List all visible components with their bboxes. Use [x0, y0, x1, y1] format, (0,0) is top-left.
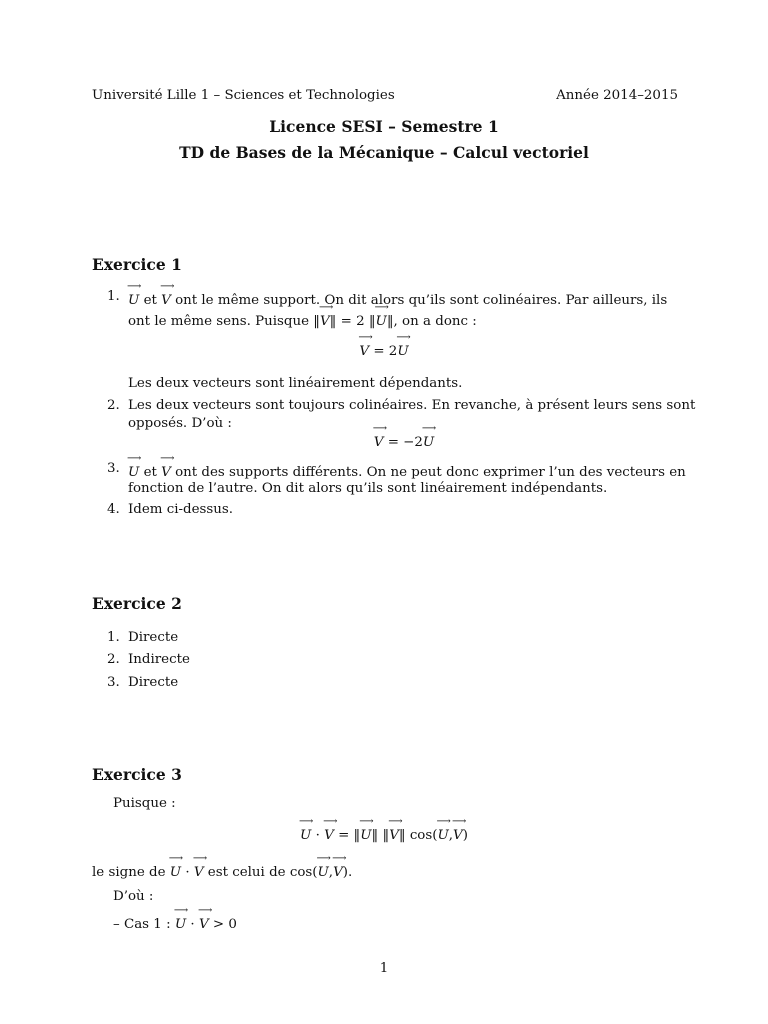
vector-v: ⟶ V — [333, 862, 343, 879]
vector-u: ⟶ U — [128, 290, 139, 307]
ex3-dot-product-equation: ⟶ U · ⟶ V = ‖⟶ U‖ ‖⟶ V‖ cos(⟶ U,⟶ V) — [0, 825, 768, 842]
list-number: 3. — [107, 461, 120, 476]
vector-u: ⟶ U — [397, 341, 408, 358]
vector-u: ⟶ U — [128, 462, 139, 479]
ex1-item-1-line-1: 1. ⟶ U et ⟶ V ont le même support. On dit alors qu’ils sont colinéaires. Par ailleurs, ils — [128, 290, 667, 307]
ex1-item-1-conclusion: Les deux vecteurs sont linéairement dépendants. — [128, 376, 463, 391]
ex2-item-2: 2. Indirecte — [107, 652, 190, 667]
vector-u: ⟶ U — [360, 825, 371, 842]
vector-v: ⟶ V — [374, 432, 384, 449]
title-line-1: Licence SESI – Semestre 1 — [269, 117, 499, 136]
vector-u: ⟶ U — [376, 311, 387, 328]
ex1-item-3-line-2: fonction de l’autre. On dit alors qu’ils sont linéairement indépendants. — [128, 481, 608, 496]
vector-u: ⟶ U — [175, 914, 186, 931]
list-number: 3. — [107, 675, 120, 690]
vector-u: ⟶ U — [170, 862, 181, 879]
ex2-item-1: 1. Directe — [107, 630, 179, 645]
vector-v: ⟶ V — [199, 914, 209, 931]
vector-u: ⟶ U — [423, 432, 434, 449]
vector-v: ⟶ V — [161, 290, 171, 307]
vector-v: ⟶ V — [161, 462, 171, 479]
list-number: 4. — [107, 502, 120, 517]
ex1-item-3-line-1: 3. ⟶ U et ⟶ V ont des supports différents. On ne peut donc exprimer l’un des vecteurs en — [128, 462, 686, 479]
vector-v: ⟶ V — [320, 311, 330, 328]
vector-v: ⟶ V — [324, 825, 334, 842]
header-year: Année 2014–2015 — [556, 88, 678, 103]
vector-u: ⟶ U — [437, 825, 448, 842]
exercise-1-heading: Exercice 1 — [92, 255, 182, 274]
page-number: 1 — [379, 961, 389, 976]
ex1-equation-2: ⟶ V = −2⟶ U — [20, 432, 768, 449]
vector-v: ⟶ V — [194, 862, 204, 879]
exercise-3-heading: Exercice 3 — [92, 765, 182, 784]
header-institution: Université Lille 1 – Sciences et Technologies — [92, 88, 395, 103]
vector-v: ⟶ V — [389, 825, 399, 842]
vector-u: ⟶ U — [300, 825, 311, 842]
list-number: 1. — [107, 630, 120, 645]
vector-v: ⟶ V — [359, 341, 369, 358]
list-number: 2. — [107, 652, 120, 667]
ex1-item-1-line-2: ont le même sens. Puisque ‖⟶ V‖ = 2 ‖⟶ U‖, on a donc : — [128, 311, 477, 328]
vector-u: ⟶ U — [318, 862, 329, 879]
ex1-item-4: 4. Idem ci-dessus. — [107, 502, 234, 517]
exercise-2-heading: Exercice 2 — [92, 594, 182, 613]
ex3-intro: Puisque : — [113, 796, 176, 811]
vector-v: ⟶ V — [453, 825, 463, 842]
ex3-sign-statement: le signe de ⟶ U · ⟶ V est celui de cos(⟶ U,⟶ V). — [92, 862, 352, 879]
list-number: 1. — [107, 289, 120, 304]
ex3-case-1: – Cas 1 : ⟶ U · ⟶ V > 0 — [113, 914, 237, 931]
ex3-donc: D’où : — [113, 889, 154, 904]
list-number: 2. — [107, 398, 120, 413]
ex1-item-2-line-2: opposés. D’où : — [128, 416, 232, 431]
ex1-item-2-line-1: 2. Les deux vecteurs sont toujours colinéaires. En revanche, à présent leurs sens sont — [107, 398, 696, 413]
title-line-2: TD de Bases de la Mécanique – Calcul vectoriel — [179, 143, 589, 162]
ex2-item-3: 3. Directe — [107, 675, 179, 690]
ex1-equation-1: ⟶ V = 2⟶ U — [0, 341, 768, 358]
